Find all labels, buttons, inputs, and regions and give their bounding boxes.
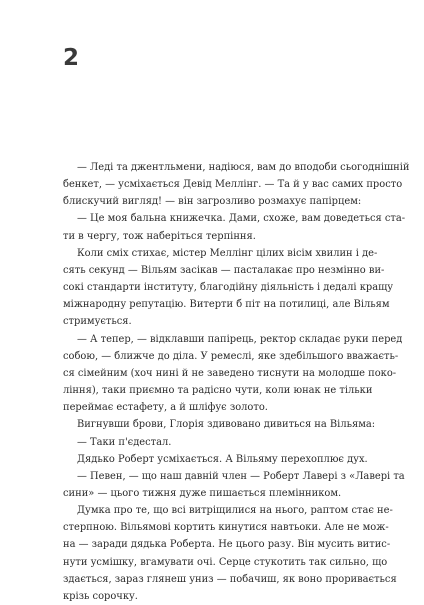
paragraph — [63, 434, 363, 451]
paragraph — [63, 210, 406, 244]
text-line: стримується. — [63, 316, 132, 328]
text-line: крізь сорочку. — [63, 590, 138, 602]
text-line: нути усмішку, вгамувати очі. Серце стукотить так сильно, що — [63, 556, 388, 568]
text-line: — Певен, — що наш давній член — Роберт Лавері з «Лавері та — [77, 470, 405, 482]
chapter-body-text — [63, 159, 410, 605]
text-line: сокі стандарти інституту, благодійну діяльність і дедалі кращу — [63, 282, 394, 294]
text-line: переймає естафету, а й шліфує золото. — [63, 402, 268, 414]
paragraph — [63, 331, 403, 417]
text-line: ління), таки приємно та радісно чути, коли юнак не тільки — [63, 385, 373, 397]
text-line: Вигнувши брови, Глорія здивовано дивиться на Вільяма: — [77, 419, 376, 431]
text-line: — Це моя бальна книжечка. Дами, схоже, вам доведеться ста- — [77, 213, 406, 225]
text-line: стерпною. Вільямові кортить кинутися навтьоки. Але не мож- — [63, 522, 389, 534]
text-line: Думка про те, що всі витріщилися на нього, раптом стає не- — [77, 505, 393, 517]
text-line: міжнародну репутацію. Витерти б піт на потилиці, але Вільям — [63, 299, 390, 311]
paragraph — [63, 245, 394, 331]
text-line: сини» — цього тижня дуже пишається племінником. — [63, 487, 342, 499]
paragraph — [63, 468, 405, 502]
text-line: бенкет, — усміхається Девід Меллінг. — Та й у вас самих просто — [63, 179, 403, 191]
text-line: ся сімейним (хоч нині й не заведено тиснути на молодше поко- — [63, 367, 397, 379]
text-line: — А тепер, — відклавши папірець, ректор складає руки перед — [77, 333, 403, 345]
text-line: ти в чергу, тож наберіться терпіння. — [63, 230, 256, 242]
text-line: — Таки п'єдестал. — [77, 436, 172, 448]
text-line: собою, — ближче до діла. У ремеслі, яке здебільшого вважаєть- — [63, 350, 399, 362]
text-line: сять секунд — Вільям засікав — пасталакає про незмінно ви- — [63, 264, 385, 276]
text-line: — Леді та джентльмени, надіюся, вам до вподоби сьогоднішній — [77, 162, 410, 173]
text-line: блискучий вигляд! — він загрозливо розмахує папірцем: — [63, 196, 362, 208]
chapter-number: 2 — [63, 45, 80, 71]
paragraph — [63, 416, 376, 433]
paragraph — [63, 451, 368, 468]
text-line: Коли сміх стихає, містер Меллінг цілих вісім хвилин і де- — [77, 247, 378, 259]
text-line: на — заради дядька Роберта. Не цього разу. Він мусить витис- — [63, 539, 391, 551]
text-line: Дядько Роберт усміхається. А Вільяму перехоплює дух. — [77, 453, 368, 465]
paragraph — [63, 502, 397, 605]
text-line: здається, зараз глянеш униз — побачиш, як воно проривається — [63, 573, 397, 585]
paragraph — [63, 159, 410, 210]
